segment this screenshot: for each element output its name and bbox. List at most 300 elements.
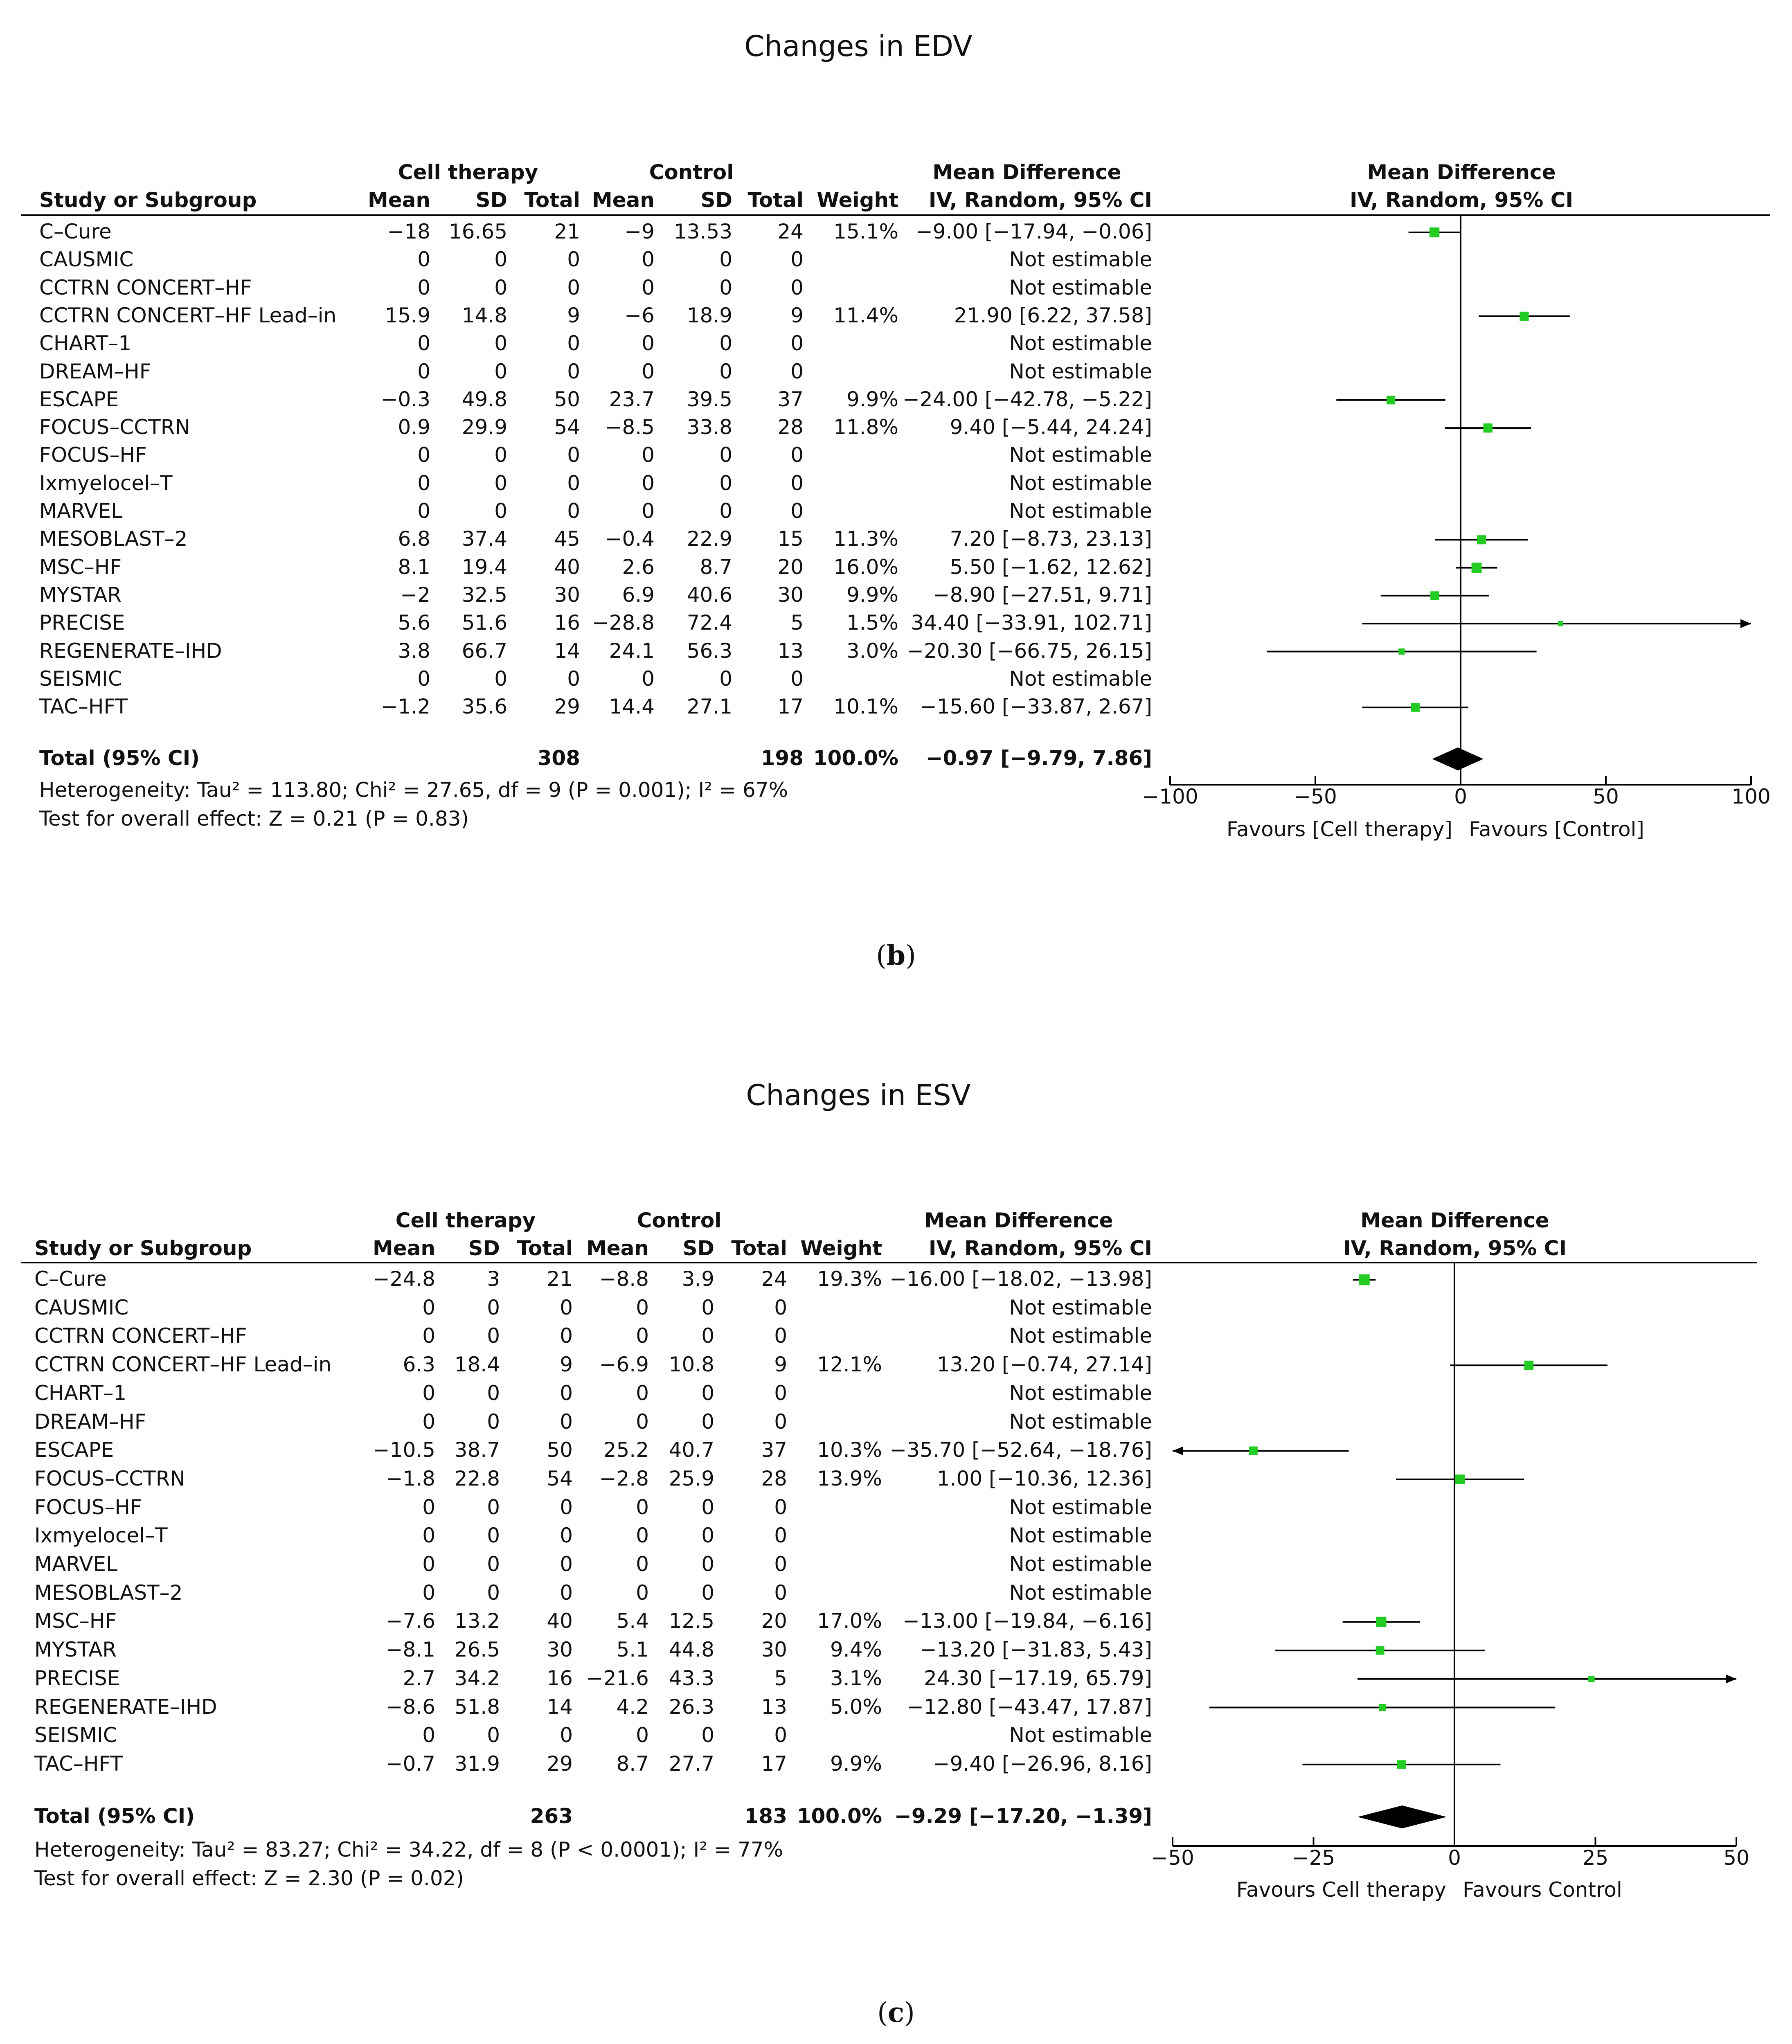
treatment-mean: 0 [422,1295,435,1319]
study-weight: 9.9% [830,1751,882,1776]
control-sd: 0 [701,1723,714,1747]
study-ci-text: 34.40 [−33.91, 102.71] [911,611,1152,635]
study-ci-text: −9.00 [−17.94, −0.06] [915,220,1152,243]
study-ci-text: Not estimable [1009,471,1152,495]
treatment-sd: 34.2 [454,1666,500,1690]
total-ci-text: −0.97 [−9.79, 7.86] [925,746,1152,770]
effect-marker [1455,1474,1465,1484]
control-sd: 0 [701,1381,714,1405]
control-mean: 0 [642,499,655,523]
control-sd: 3.9 [682,1267,714,1291]
control-total: 0 [790,471,804,495]
ci-arrow-left [1173,1446,1183,1455]
treatment-mean: 0 [417,443,430,467]
study-ci-text: 1.00 [−10.36, 12.36] [937,1466,1152,1490]
pooled-diamond [1358,1805,1447,1828]
control-sd: 27.7 [669,1751,714,1776]
control-sd: 22.9 [687,527,732,551]
x-axis-tick-label: 50 [1593,785,1619,808]
treatment-mean: 0 [422,1324,435,1348]
total-control-n: 198 [761,746,804,770]
treatment-sd: 0 [487,1495,500,1519]
ci-arrow-right [1740,619,1751,628]
treatment-sd: 0 [487,1552,500,1576]
treatment-sd: 49.8 [462,387,507,411]
control-sd: 43.3 [669,1666,714,1690]
treatment-total: 50 [547,1438,573,1462]
effect-marker [1430,591,1439,600]
control-sd: 0 [719,499,732,523]
treatment-sd: 0 [494,499,507,523]
study-name: PRECISE [34,1666,120,1690]
effect-marker [1484,423,1493,432]
study-ci-text: 21.90 [6.22, 37.58] [954,303,1152,327]
study-ci-text: 5.50 [−1.62, 12.62] [950,555,1152,579]
effect-marker [1472,563,1482,573]
treatment-sd: 51.8 [454,1695,500,1719]
study-ci-text: Not estimable [1009,499,1152,523]
control-mean: −9 [624,220,655,243]
control-mean: 24.1 [609,639,655,663]
control-total: 30 [761,1638,787,1662]
x-axis-tick-label: −50 [1151,1846,1194,1870]
treatment-mean: 15.9 [385,303,430,327]
treatment-sd: 0 [494,471,507,495]
control-total: 37 [761,1438,787,1462]
group-header-control: Control [637,1209,722,1232]
control-sd: 8.7 [700,555,732,579]
treatment-sd: 0 [494,443,507,467]
study-weight: 11.4% [833,303,898,327]
effect-marker [1411,703,1420,711]
effect-marker [1588,1676,1594,1682]
total-control-n: 183 [744,1804,787,1828]
control-mean: 0 [636,1381,649,1405]
control-sd: 0 [719,471,732,495]
treatment-sd: 66.7 [462,639,507,663]
control-mean: 14.4 [609,695,655,719]
control-sd: 27.1 [687,695,732,719]
control-sd: 0 [701,1524,714,1548]
treatment-mean: 3.8 [398,639,430,663]
x-axis-tick-label: 0 [1448,1846,1461,1870]
control-sd: 56.3 [687,639,732,663]
study-name: TAC–HFT [34,1751,123,1776]
treatment-mean: 0 [422,1524,435,1548]
control-sd: 12.5 [669,1609,714,1633]
study-name: CHART–1 [34,1381,127,1405]
chart-title: Changes in EDV [744,29,973,63]
treatment-total: 0 [560,1552,573,1576]
treatment-total: 16 [554,611,580,635]
study-name: MESOBLAST–2 [39,527,188,551]
treatment-total: 0 [567,471,580,495]
treatment-mean: 0 [417,666,430,691]
study-weight: 9.9% [846,583,898,607]
control-mean: 0 [642,471,655,495]
control-total: 30 [777,583,804,607]
control-total: 0 [774,1552,787,1576]
treatment-total: 0 [560,1381,573,1405]
treatment-mean: 6.3 [403,1353,435,1377]
column-header-ci-method: IV, Random, 95% CI [928,188,1152,212]
treatment-sd: 37.4 [462,527,507,551]
control-mean: −2.8 [599,1466,649,1490]
study-name: FOCUS–HF [34,1495,142,1519]
control-mean: −8.5 [605,415,655,439]
favours-right-label: Favours Control [1463,1878,1622,1902]
treatment-total: 0 [560,1524,573,1548]
study-name: MARVEL [34,1552,118,1576]
favours-left-label: Favours [Cell therapy] [1226,817,1452,841]
total-ci-text: −9.29 [−17.20, −1.39] [894,1804,1152,1828]
treatment-sd: 29.9 [462,415,507,439]
control-total: 15 [777,527,804,551]
study-ci-text: Not estimable [1009,1495,1152,1519]
total-treatment-n: 263 [530,1804,573,1828]
treatment-mean: 0 [422,1409,435,1434]
study-name: CAUSMIC [39,248,134,272]
control-mean: 25.2 [603,1438,649,1462]
effect-marker [1520,312,1529,321]
study-name: FOCUS–CCTRN [39,415,190,439]
treatment-total: 50 [554,387,580,411]
effect-marker [1398,648,1405,655]
column-header-sd-treatment: SD [475,188,507,212]
treatment-total: 0 [560,1409,573,1434]
treatment-total: 0 [567,275,580,299]
total-label: Total (95% CI) [34,1804,195,1828]
control-mean: 0 [636,1295,649,1319]
study-name: MSC–HF [34,1609,117,1633]
overall-effect-text: Test for overall effect: Z = 0.21 (P = 0.83) [39,807,469,831]
treatment-sd: 0 [494,331,507,356]
study-weight: 9.4% [830,1638,882,1662]
study-ci-text: Not estimable [1009,1295,1152,1319]
control-total: 0 [774,1295,787,1319]
column-header-study: Study or Subgroup [34,1236,252,1260]
study-ci-text: Not estimable [1009,331,1152,356]
control-total: 9 [774,1353,787,1377]
x-axis-tick-label: 0 [1454,785,1467,808]
treatment-total: 9 [560,1353,573,1377]
control-sd: 0 [701,1495,714,1519]
study-ci-text: Not estimable [1009,1324,1152,1348]
control-mean: 0 [636,1552,649,1576]
treatment-mean: −2 [400,583,430,607]
study-weight: 1.5% [846,611,898,635]
control-total: 0 [774,1524,787,1548]
study-name: FOCUS–CCTRN [34,1466,185,1490]
study-weight: 3.1% [830,1666,882,1690]
treatment-sd: 0 [487,1524,500,1548]
control-sd: 33.8 [687,415,732,439]
heterogeneity-text: Heterogeneity: Tau² = 83.27; Chi² = 34.22, df = 8 (P < 0.0001); I² = 77% [34,1838,783,1862]
study-weight: 9.9% [846,387,898,411]
study-weight: 16.0% [833,555,898,579]
effect-marker [1359,1274,1369,1285]
study-ci-text: −9.40 [−26.96, 8.16] [932,1751,1152,1776]
treatment-sd: 0 [487,1324,500,1348]
control-mean: 0 [636,1723,649,1747]
column-header-mean-treatment: Mean [367,188,430,212]
study-ci-text: 13.20 [−0.74, 27.14] [937,1353,1152,1377]
study-ci-text: Not estimable [1009,1524,1152,1548]
control-mean: 0 [636,1324,649,1348]
control-sd: 25.9 [669,1466,714,1490]
study-name: ESCAPE [34,1438,114,1462]
study-ci-text: −13.00 [−19.84, −6.16] [903,1609,1152,1633]
effect-marker [1249,1446,1257,1455]
panel-letter: b [886,939,906,971]
treatment-sd: 0 [494,359,507,383]
plot-method-header: IV, Random, 95% CI [1343,1236,1567,1260]
study-weight: 10.3% [817,1438,882,1462]
control-mean: 0 [642,248,655,272]
control-total: 37 [777,387,804,411]
treatment-total: 0 [560,1580,573,1605]
study-name: MARVEL [39,499,123,523]
study-weight: 5.0% [830,1695,882,1719]
column-header-weight: Weight [800,1236,882,1260]
column-header-total-control: Total [731,1236,787,1260]
treatment-mean: 6.8 [398,527,430,551]
treatment-sd: 0 [494,666,507,691]
total-weight: 100.0% [797,1804,882,1828]
effect-marker [1524,1361,1534,1370]
control-sd: 13.53 [673,220,732,243]
x-axis-tick-label: 50 [1723,1846,1749,1870]
study-name: DREAM–HF [39,359,151,383]
column-header-total-control: Total [747,188,804,212]
treatment-total: 40 [547,1609,573,1633]
treatment-total: 30 [547,1638,573,1662]
column-header-mean-treatment: Mean [372,1236,435,1260]
control-mean: 0 [642,331,655,356]
treatment-mean: −24.8 [372,1267,435,1291]
control-total: 0 [774,1580,787,1605]
x-axis-tick-label: 25 [1582,1846,1609,1870]
treatment-mean: −1.2 [380,695,430,719]
study-ci-text: −35.70 [−52.64, −18.76] [889,1438,1152,1462]
study-ci-text: −12.80 [−43.47, 17.87] [907,1695,1152,1719]
column-header-total-treatment: Total [524,188,580,212]
study-weight: 3.0% [846,639,898,663]
study-name: C–Cure [34,1267,107,1291]
treatment-sd: 35.6 [462,695,507,719]
control-sd: 40.7 [669,1438,714,1462]
panel-letter: c [887,1997,905,2028]
pooled-diamond [1432,747,1483,770]
treatment-total: 0 [567,359,580,383]
treatment-mean: 0 [422,1495,435,1519]
study-ci-text: −24.00 [−42.78, −5.22] [903,387,1152,411]
study-ci-text: −15.60 [−33.87, 2.67] [919,695,1152,719]
column-header-weight: Weight [817,188,898,212]
control-total: 5 [774,1666,787,1690]
control-total: 0 [774,1723,787,1747]
study-ci-text: Not estimable [1009,1723,1152,1747]
treatment-total: 54 [554,415,580,439]
study-name: ESCAPE [39,387,119,411]
study-ci-text: Not estimable [1009,1381,1152,1405]
heterogeneity-text: Heterogeneity: Tau² = 113.80; Chi² = 27.65, df = 9 (P = 0.001); I² = 67% [39,778,788,802]
control-total: 0 [790,666,804,691]
study-name: SEISMIC [39,666,122,691]
study-name: MESOBLAST–2 [34,1580,183,1605]
treatment-total: 0 [560,1295,573,1319]
treatment-total: 45 [554,527,580,551]
ci-arrow-right [1726,1675,1736,1684]
treatment-sd: 0 [487,1381,500,1405]
study-name: CCTRN CONCERT–HF Lead–in [34,1353,332,1377]
control-mean: 4.2 [616,1695,649,1719]
effect-marker [1376,1646,1385,1655]
study-name: REGENERATE–IHD [39,639,222,663]
total-treatment-n: 308 [537,746,580,770]
treatment-mean: 0 [422,1552,435,1576]
overall-effect-text: Test for overall effect: Z = 2.30 (P = 0.02) [34,1866,464,1890]
x-axis-tick-label: −100 [1142,785,1198,808]
treatment-mean: −1.8 [385,1466,435,1490]
study-name: Ixmyelocel–T [34,1524,168,1548]
control-mean: 0 [642,666,655,691]
control-mean: −6.9 [599,1353,649,1377]
control-total: 0 [774,1381,787,1405]
treatment-sd: 0 [487,1723,500,1747]
study-ci-text: Not estimable [1009,666,1152,691]
treatment-total: 30 [554,583,580,607]
control-sd: 26.3 [669,1695,714,1719]
treatment-sd: 0 [487,1295,500,1319]
study-ci-text: 7.20 [−8.73, 23.13] [950,527,1152,551]
treatment-total: 9 [567,303,580,327]
mean-difference-header: Mean Difference [932,160,1121,184]
treatment-total: 14 [547,1695,573,1719]
total-weight: 100.0% [813,746,898,770]
column-header-mean-control: Mean [592,188,655,212]
control-total: 0 [790,331,804,356]
control-total: 17 [761,1751,787,1776]
control-total: 0 [790,499,804,523]
control-sd: 0 [701,1580,714,1605]
study-name: CAUSMIC [34,1295,129,1319]
control-total: 17 [777,695,804,719]
control-total: 20 [761,1609,787,1633]
treatment-sd: 26.5 [454,1638,500,1662]
control-mean: 0 [642,275,655,299]
study-name: SEISMIC [34,1723,117,1747]
treatment-mean: 0 [417,499,430,523]
control-sd: 0 [719,275,732,299]
treatment-mean: −0.3 [380,387,430,411]
control-sd: 0 [719,443,732,467]
study-ci-text: −8.90 [−27.51, 9.71] [932,583,1152,607]
study-ci-text: −20.30 [−66.75, 26.15] [907,639,1152,663]
study-weight: 13.9% [817,1466,882,1490]
control-total: 0 [790,248,804,272]
favours-right-label: Favours [Control] [1469,817,1644,841]
treatment-sd: 13.2 [454,1609,500,1633]
treatment-total: 0 [560,1723,573,1747]
control-total: 24 [777,220,804,243]
control-mean: 5.1 [616,1638,649,1662]
treatment-sd: 16.65 [448,220,507,243]
study-weight: 17.0% [817,1609,882,1633]
study-ci-text: −13.20 [−31.83, 5.43] [919,1638,1152,1662]
control-total: 28 [761,1466,787,1490]
treatment-mean: −10.5 [372,1438,435,1462]
study-name: PRECISE [39,611,125,635]
treatment-total: 29 [554,695,580,719]
control-sd: 40.6 [687,583,732,607]
treatment-mean: 0.9 [398,415,430,439]
control-total: 0 [790,359,804,383]
control-sd: 44.8 [669,1638,714,1662]
control-mean: 0 [642,443,655,467]
effect-marker [1558,621,1563,626]
study-weight: 15.1% [833,220,898,243]
study-ci-text: 9.40 [−5.44, 24.24] [950,415,1152,439]
treatment-mean: 0 [417,248,430,272]
control-mean: 0 [636,1524,649,1548]
control-mean: 0 [636,1409,649,1434]
effect-marker [1379,1704,1386,1711]
control-sd: 0 [719,331,732,356]
study-name: Ixmyelocel–T [39,471,173,495]
effect-marker [1430,227,1439,237]
control-sd: 39.5 [687,387,732,411]
control-sd: 0 [701,1295,714,1319]
treatment-mean: 0 [417,331,430,356]
column-header-study: Study or Subgroup [39,188,257,212]
mean-difference-header: Mean Difference [924,1209,1113,1232]
control-total: 0 [774,1495,787,1519]
study-weight: 19.3% [817,1267,882,1291]
control-mean: −8.8 [599,1267,649,1291]
control-mean: 0 [642,359,655,383]
favours-left-label: Favours Cell therapy [1236,1878,1446,1902]
treatment-sd: 0 [494,275,507,299]
control-sd: 0 [719,666,732,691]
study-name: CHART–1 [39,331,132,356]
control-total: 13 [761,1695,787,1719]
treatment-mean: 0 [422,1381,435,1405]
treatment-sd: 51.6 [462,611,507,635]
control-total: 24 [761,1267,787,1291]
study-name: MYSTAR [39,583,122,607]
control-sd: 0 [719,359,732,383]
study-weight: 12.1% [817,1353,882,1377]
x-axis-tick-label: 100 [1731,785,1771,808]
study-weight: 10.1% [833,695,898,719]
effect-marker [1376,1617,1386,1627]
study-weight: 11.3% [833,527,898,551]
effect-marker [1397,1760,1406,1769]
treatment-total: 0 [567,443,580,467]
treatment-total: 21 [547,1267,573,1291]
treatment-mean: −0.7 [385,1751,435,1776]
study-name: REGENERATE–IHD [34,1695,217,1719]
group-header-control: Control [649,160,734,184]
treatment-sd: 0 [487,1580,500,1605]
control-sd: 18.9 [687,303,732,327]
study-ci-text: 24.30 [−17.19, 65.79] [923,1666,1152,1690]
treatment-total: 21 [554,220,580,243]
treatment-mean: 0 [417,359,430,383]
group-header-cell-therapy: Cell therapy [398,160,538,184]
study-ci-text: Not estimable [1009,248,1152,272]
